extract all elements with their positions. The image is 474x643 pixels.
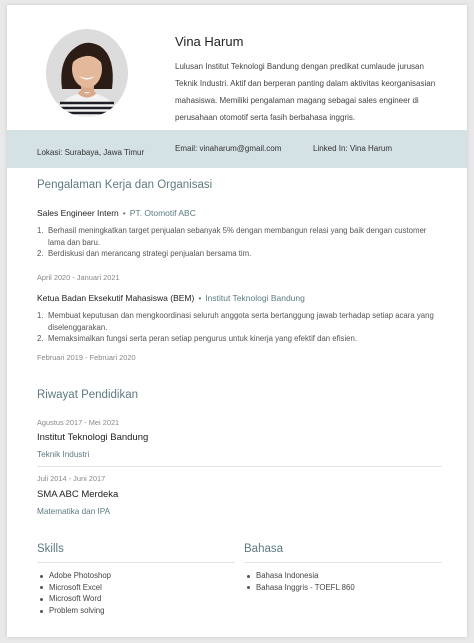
contact-email: Email: vinaharum@gmail.com (175, 144, 282, 153)
job-title-text: Ketua Badan Eksekutif Mahasiswa (BEM) (37, 293, 195, 303)
job-org: PT. Otomotif ABC (129, 208, 196, 218)
list-item: Bahasa Indonesia (244, 570, 355, 582)
job-title (37, 293, 305, 303)
education-date: Agustus 2017 - Mei 2021 (37, 418, 120, 427)
skills-list (37, 570, 111, 617)
contact-band (7, 130, 467, 168)
languages-heading: Bahasa (244, 543, 284, 555)
education-heading: Riwayat Pendidikan (37, 389, 139, 401)
job-separator: • (198, 293, 202, 303)
education-major: Teknik Industri (37, 450, 90, 459)
education-school: SMA ABC Merdeka (37, 489, 119, 500)
list-item: 1. Membuat keputusan dan mengkoordinasi seluruh anggota serta bertanggung jawab terhadap setiap acara yang diselenggarakan. (37, 311, 434, 332)
languages-divider (244, 562, 442, 563)
job-title-text: Sales Engineer Intern (37, 208, 119, 218)
list-item: Microsoft Word (37, 593, 111, 605)
education-date: Juli 2014 - Juni 2017 (37, 474, 106, 483)
job-org: Institut Teknologi Bandung (205, 293, 305, 303)
list-item: Problem solving (37, 605, 111, 617)
job-points (37, 310, 442, 345)
list-item: Microsoft Excel (37, 582, 111, 594)
education-school: Institut Teknologi Bandung (37, 432, 149, 443)
list-item: Bahasa Inggris - TOEFL 860 (244, 582, 355, 594)
contact-location: Lokasi: Surabaya, Jawa Timur (37, 148, 145, 157)
list-item: 2. Memaksimalkan fungsi serta peran setiap pengurus untuk kinerja yang efektif dan efisien. (37, 334, 358, 343)
job-date: Februari 2019 - Februari 2020 (37, 353, 136, 362)
skills-divider (37, 562, 235, 563)
job-date: April 2020 - Januari 2021 (37, 273, 120, 282)
list-item: 1. Berhasil meningkatkan target penjualan sebanyak 5% dengan membangun relasi yang baik dengan customer lama dan baru. (37, 226, 427, 247)
resume-header (7, 5, 467, 130)
education-major: Matematika dan IPA (37, 507, 111, 516)
education-divider (37, 466, 442, 467)
list-item: Adobe Photoshop (37, 570, 111, 582)
list-item: 2. Berdiskusi dan merancang strategi penjualan bersama tim. (37, 249, 252, 258)
skills-heading: Skills (37, 543, 64, 555)
job-points (37, 225, 442, 260)
job-separator: • (122, 208, 126, 218)
contact-linkedin: Linked In: Vina Harum (313, 144, 393, 153)
resume-page (7, 5, 467, 637)
profile-summary: Lulusan Institut Teknologi Bandung dengan predikat cumlaude jurusan Teknik Industri. Aktif dan berperan panting dalam aktivitas keorganisasian mahasiswa. Memiliki pengalaman magang sebagai sales engineer di perusahaan otomotif serta fasih berbahasa inggris. (175, 62, 436, 122)
experience-heading: Pengalaman Kerja dan Organisasi (37, 179, 213, 191)
job-title (37, 208, 196, 218)
languages-list (244, 570, 355, 593)
profile-name: Vina Harum (175, 34, 244, 49)
profile-photo (46, 29, 128, 117)
